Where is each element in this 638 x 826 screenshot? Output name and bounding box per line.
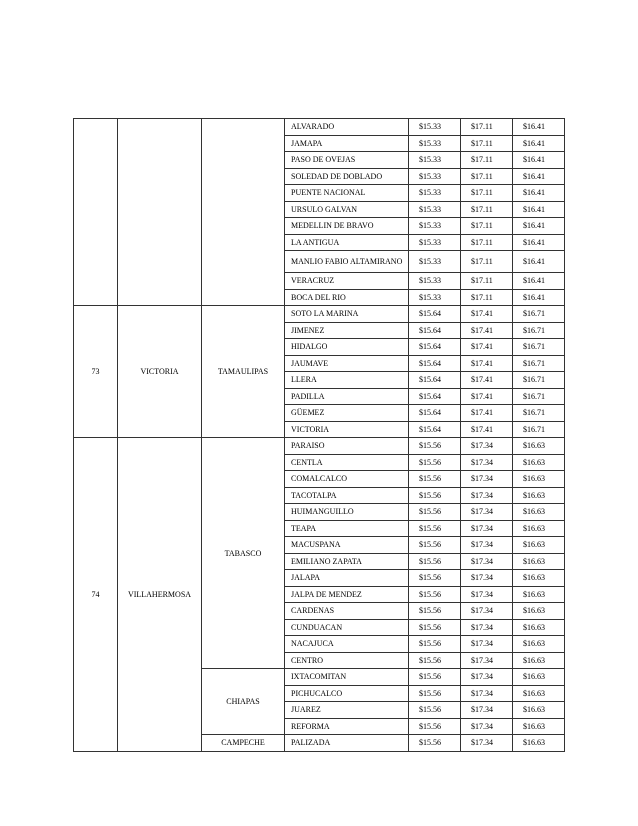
municipality-cell: MANLIO FABIO ALTAMIRANO [285,251,409,273]
price-cell-p1: $15.56 [409,702,461,719]
price-cell-p2: $17.11 [461,152,513,169]
price-cell-p3: $16.63 [513,537,565,554]
price-cell-p2: $17.11 [461,273,513,290]
price-cell-p2: $17.41 [461,339,513,356]
price-cell-p1: $15.56 [409,553,461,570]
price-cell-p2: $17.34 [461,553,513,570]
price-cell-p1: $15.64 [409,339,461,356]
municipality-cell: URSULO GALVAN [285,201,409,218]
price-cell-p2: $17.34 [461,471,513,488]
city-cell: VILLAHERMOSA [118,438,202,752]
price-cell-p2: $17.34 [461,685,513,702]
price-cell-p1: $15.33 [409,273,461,290]
municipality-cell: PUENTE NACIONAL [285,185,409,202]
price-cell-p1: $15.56 [409,504,461,521]
price-cell-p3: $16.71 [513,355,565,372]
table-row [74,438,565,455]
municipality-cell: LA ANTIGUA [285,234,409,251]
municipality-cell: JALPA DE MENDEZ [285,586,409,603]
price-cell-p2: $17.34 [461,735,513,752]
municipality-cell: HUIMANGUILLO [285,504,409,521]
price-cell-p3: $16.63 [513,553,565,570]
price-cell-p3: $16.63 [513,438,565,455]
price-cell-p1: $15.33 [409,152,461,169]
municipality-cell: CUNDUACAN [285,619,409,636]
municipality-cell: PALIZADA [285,735,409,752]
city-cell: VICTORIA [118,306,202,438]
state-cell [202,119,285,306]
price-cell-p1: $15.64 [409,388,461,405]
municipality-cell: MACUSPANA [285,537,409,554]
municipality-cell: VERACRUZ [285,273,409,290]
municipality-cell: JIMENEZ [285,322,409,339]
price-cell-p1: $15.33 [409,251,461,273]
price-cell-p3: $16.41 [513,273,565,290]
price-cell-p3: $16.41 [513,218,565,235]
municipality-cell: LLERA [285,372,409,389]
price-cell-p1: $15.64 [409,355,461,372]
price-cell-p3: $16.41 [513,201,565,218]
price-cell-p3: $16.63 [513,636,565,653]
price-cell-p2: $17.11 [461,289,513,306]
price-cell-p2: $17.11 [461,185,513,202]
price-cell-p2: $17.41 [461,421,513,438]
municipality-cell: PARAISO [285,438,409,455]
price-cell-p3: $16.41 [513,234,565,251]
municipality-cell: ALVARADO [285,119,409,136]
price-cell-p3: $16.41 [513,135,565,152]
table-row [74,306,565,323]
region-number-cell: 74 [74,438,118,752]
price-cell-p3: $16.41 [513,152,565,169]
table-row [74,119,565,136]
price-cell-p2: $17.34 [461,603,513,620]
price-cell-p1: $15.56 [409,570,461,587]
price-cell-p1: $15.33 [409,201,461,218]
price-cell-p2: $17.34 [461,669,513,686]
price-cell-p2: $17.34 [461,454,513,471]
price-cell-p2: $17.41 [461,405,513,422]
price-cell-p3: $16.71 [513,372,565,389]
municipality-cell: JAMAPA [285,135,409,152]
price-cell-p1: $15.56 [409,487,461,504]
region-number-cell [74,119,118,306]
price-cell-p2: $17.11 [461,119,513,136]
price-cell-p3: $16.63 [513,718,565,735]
price-cell-p1: $15.56 [409,586,461,603]
price-cell-p1: $15.56 [409,537,461,554]
municipality-cell: JUAREZ [285,702,409,719]
municipality-cell: TEAPA [285,520,409,537]
price-cell-p3: $16.63 [513,504,565,521]
price-cell-p2: $17.34 [461,570,513,587]
price-cell-p2: $17.41 [461,355,513,372]
region-number-cell: 73 [74,306,118,438]
price-cell-p2: $17.34 [461,702,513,719]
municipality-cell: TACOTALPA [285,487,409,504]
price-cell-p1: $15.56 [409,636,461,653]
state-cell: CHIAPAS [202,669,285,735]
municipality-cell: MEDELLIN DE BRAVO [285,218,409,235]
price-cell-p3: $16.63 [513,586,565,603]
municipality-cell: GÜEMEZ [285,405,409,422]
municipality-cell: NACAJUCA [285,636,409,653]
price-cell-p2: $17.34 [461,718,513,735]
price-cell-p3: $16.63 [513,520,565,537]
municipality-cell: SOLEDAD DE DOBLADO [285,168,409,185]
municipality-cell: JALAPA [285,570,409,587]
price-cell-p3: $16.63 [513,619,565,636]
price-cell-p2: $17.34 [461,619,513,636]
municipality-cell: CENTRO [285,652,409,669]
municipality-cell: COMALCALCO [285,471,409,488]
price-cell-p1: $15.56 [409,685,461,702]
price-cell-p2: $17.41 [461,372,513,389]
price-cell-p2: $17.34 [461,537,513,554]
price-cell-p3: $16.71 [513,405,565,422]
municipality-cell: PICHUCALCO [285,685,409,702]
price-cell-p1: $15.56 [409,735,461,752]
price-cell-p2: $17.34 [461,520,513,537]
price-cell-p3: $16.63 [513,603,565,620]
price-cell-p3: $16.71 [513,306,565,323]
price-cell-p2: $17.11 [461,234,513,251]
price-cell-p2: $17.34 [461,438,513,455]
state-cell: TAMAULIPAS [202,306,285,438]
price-cell-p3: $16.63 [513,454,565,471]
price-cell-p2: $17.34 [461,504,513,521]
price-cell-p2: $17.11 [461,251,513,273]
price-table [73,118,565,752]
price-cell-p3: $16.71 [513,339,565,356]
price-cell-p3: $16.63 [513,487,565,504]
price-cell-p1: $15.64 [409,322,461,339]
price-cell-p1: $15.64 [409,405,461,422]
municipality-cell: CENTLA [285,454,409,471]
price-cell-p1: $15.64 [409,421,461,438]
table-body [74,119,565,752]
municipality-cell: REFORMA [285,718,409,735]
price-cell-p1: $15.33 [409,119,461,136]
city-cell [118,119,202,306]
municipality-cell: JAUMAVE [285,355,409,372]
price-cell-p3: $16.63 [513,570,565,587]
price-cell-p1: $15.33 [409,289,461,306]
state-cell: CAMPECHE [202,735,285,752]
price-cell-p3: $16.71 [513,388,565,405]
price-cell-p2: $17.11 [461,218,513,235]
price-cell-p1: $15.64 [409,306,461,323]
price-cell-p1: $15.56 [409,438,461,455]
price-cell-p2: $17.11 [461,201,513,218]
price-cell-p3: $16.71 [513,322,565,339]
price-cell-p1: $15.56 [409,454,461,471]
municipality-cell: CARDENAS [285,603,409,620]
price-cell-p1: $15.56 [409,471,461,488]
price-cell-p2: $17.41 [461,322,513,339]
price-cell-p3: $16.41 [513,289,565,306]
price-cell-p1: $15.56 [409,669,461,686]
municipality-cell: PASO DE OVEJAS [285,152,409,169]
price-cell-p3: $16.63 [513,702,565,719]
municipality-cell: SOTO LA MARINA [285,306,409,323]
state-cell: TABASCO [202,438,285,669]
price-cell-p3: $16.41 [513,168,565,185]
price-cell-p1: $15.33 [409,135,461,152]
price-cell-p2: $17.34 [461,652,513,669]
price-cell-p3: $16.71 [513,421,565,438]
price-cell-p1: $15.56 [409,603,461,620]
price-cell-p2: $17.34 [461,586,513,603]
price-cell-p1: $15.56 [409,652,461,669]
municipality-cell: IXTACOMITAN [285,669,409,686]
price-cell-p2: $17.11 [461,135,513,152]
price-cell-p1: $15.33 [409,168,461,185]
municipality-cell: HIDALGO [285,339,409,356]
price-cell-p3: $16.41 [513,185,565,202]
price-cell-p3: $16.63 [513,471,565,488]
municipality-cell: EMILIANO ZAPATA [285,553,409,570]
price-cell-p1: $15.56 [409,520,461,537]
price-cell-p1: $15.33 [409,185,461,202]
price-cell-p2: $17.41 [461,388,513,405]
price-cell-p3: $16.63 [513,685,565,702]
price-cell-p1: $15.33 [409,234,461,251]
price-cell-p3: $16.41 [513,119,565,136]
price-cell-p2: $17.11 [461,168,513,185]
price-cell-p1: $15.56 [409,718,461,735]
price-cell-p2: $17.34 [461,636,513,653]
municipality-cell: PADILLA [285,388,409,405]
price-cell-p3: $16.63 [513,669,565,686]
price-cell-p3: $16.41 [513,251,565,273]
price-cell-p3: $16.63 [513,652,565,669]
price-cell-p1: $15.33 [409,218,461,235]
price-cell-p1: $15.64 [409,372,461,389]
municipality-cell: VICTORIA [285,421,409,438]
price-cell-p1: $15.56 [409,619,461,636]
price-cell-p2: $17.34 [461,487,513,504]
price-cell-p3: $16.63 [513,735,565,752]
price-cell-p2: $17.41 [461,306,513,323]
municipality-cell: BOCA DEL RIO [285,289,409,306]
